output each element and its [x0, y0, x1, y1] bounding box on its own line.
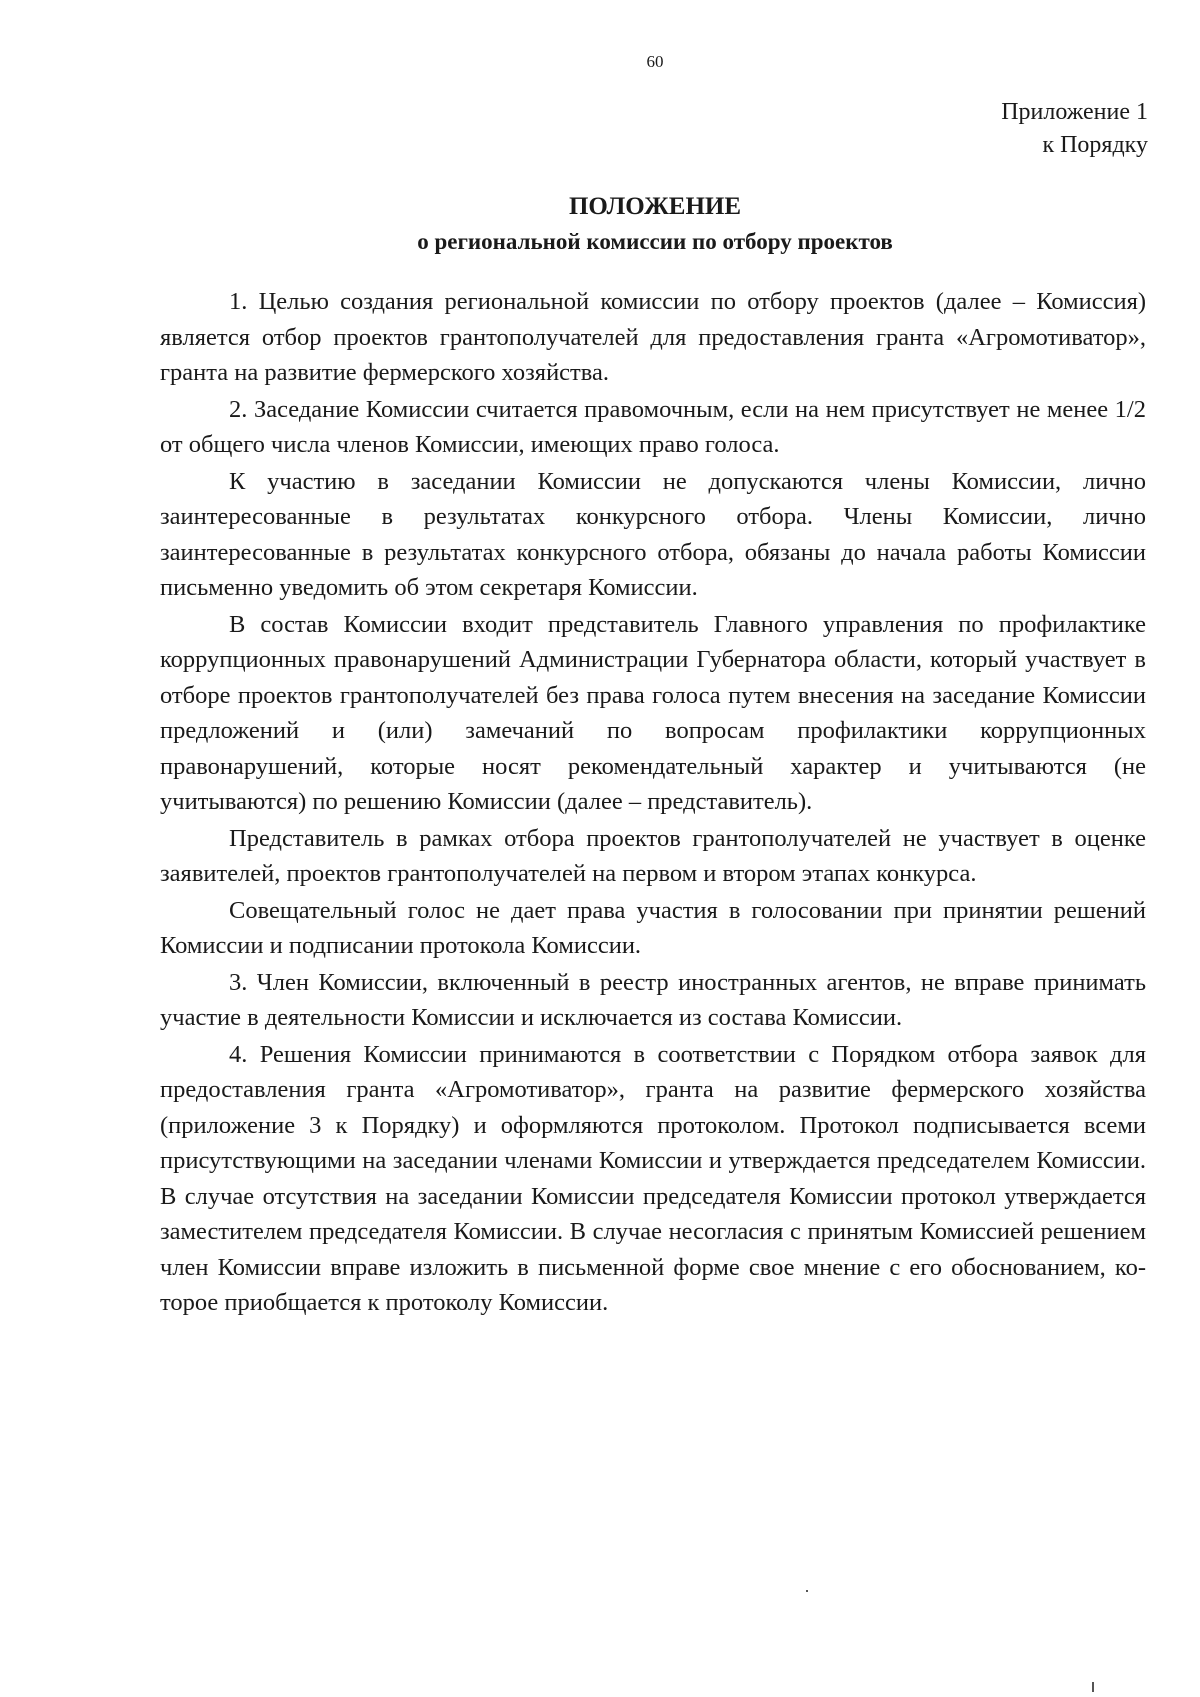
- appendix-line-2: к Порядку: [1042, 132, 1148, 158]
- document-title: ПОЛОЖЕНИЕ: [568, 193, 742, 220]
- paragraph-6: Совещательный голос не дает права участия в голосовании при принятии решений Комиссии и подписании протокола Комиссии.: [160, 896, 1146, 959]
- paragraph-2: 2. Заседание Комиссии считается правомочным, если на нем присутствует не менее 1/2 от общего числа членов Комиссии, имеющих право голоса.: [160, 395, 1146, 458]
- paragraph-5: Представитель в рамках отбора проектов грантополучателей не участвует в оценке заявителей, проектов грантополучателей на первом и втором этапах конкурса.: [160, 824, 1146, 887]
- scan-speck: [806, 1590, 808, 1592]
- scan-speck: [1092, 1682, 1094, 1692]
- paragraph-3: К участию в заседании Комиссии не допускаются члены Комиссии, лично заинтересованные в результатах конкурсного отбора. Члены Комиссии, лично заинтересованные в результатах конкурсного отбора, обязаны до начала работы Комиссии письменно уведомить об этом секретаря Комиссии.: [160, 467, 1146, 601]
- paragraph-8: 4. Решения Комиссии принимаются в соответствии с Порядком отбора заявок для предоставления гранта «Агромотиватор», гранта на развитие фермерского хозяйства (приложение 3 к Порядку) и оформляются протоколом. Протокол подписывается всеми присутствующими на заседании членами Комиссии и утверждается председателем Комиссии. В случае отсутствия на заседании Комиссии председателя Комиссии протокол утверждается заместителем председателя Комиссии. В случае несогласия с принятым Комиссией решением член Комиссии вправе изложить в письменной форме свое мнение с его обоснованием, которое приобщается к протоколу Комиссии.: [160, 1040, 1146, 1316]
- paragraph-4: В состав Комиссии входит представитель Главного управления по профилактике коррупционных правонарушений Администрации Губернатора области, который участвует в отборе проектов грантополучателей без права голоса путем внесения на заседание Комиссии предложений и (или) замечаний по вопросам профилактики коррупционных правонарушений, которые носят рекомендательный характер и учитываются (не учитываются) по решению Комиссии (далее – представитель).: [160, 610, 1146, 815]
- document-body: [160, 284, 1146, 1321]
- paragraph-1: 1. Целью создания региональной комиссии по отбору проектов (далее – Комиссия) является отбор проектов грантополучателей для предоставления гранта «Агромотиватор», гранта на развитие фермерского хозяйства.: [160, 288, 1146, 386]
- appendix-line-1: Приложение 1: [1001, 99, 1148, 125]
- appendix-reference: [1001, 96, 1148, 162]
- document-subtitle: о региональной комиссии по отбору проектов: [417, 229, 893, 254]
- page-number: 60: [646, 52, 664, 71]
- paragraph-7: 3. Член Комиссии, включенный в реестр иностранных агентов, не вправе принимать участие в деятельности Комиссии и исключается из состава Комиссии.: [160, 968, 1146, 1031]
